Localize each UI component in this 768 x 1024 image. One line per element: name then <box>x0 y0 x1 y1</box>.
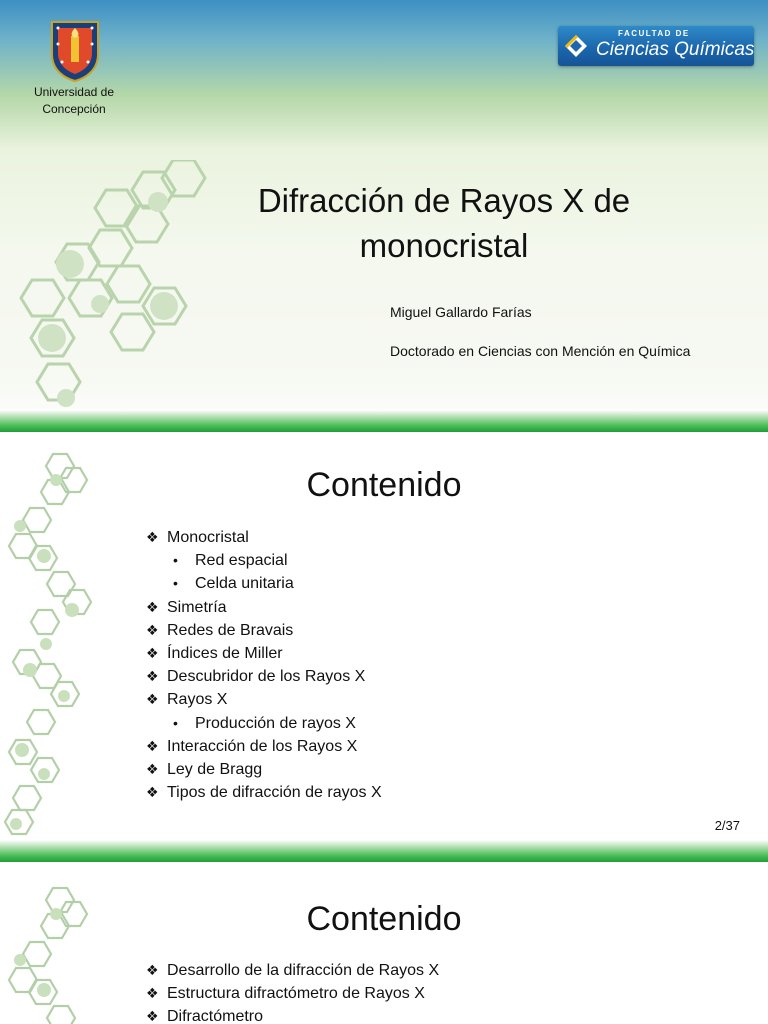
bullet-diamond-icon: ❖ <box>146 760 159 777</box>
bullet-diamond-icon: ❖ <box>146 1008 159 1024</box>
list-item-text: Interacción de los Rayos X <box>167 737 358 755</box>
contents-slide-continued <box>0 862 768 1024</box>
faculty-logo-top-text: FACULTAD DE <box>618 29 690 38</box>
list-item-text: Índices de Miller <box>167 644 283 662</box>
bullet-dot-icon: • <box>173 714 178 731</box>
program-name: Doctorado en Ciencias con Mención en Química <box>390 343 691 359</box>
bullet-diamond-icon: ❖ <box>146 962 159 978</box>
list-item <box>146 549 382 572</box>
bullet-dot-icon: • <box>173 575 178 592</box>
bullet-diamond-icon: ❖ <box>146 621 159 638</box>
list-item-text: Tipos de difracción de rayos X <box>167 784 382 802</box>
presentation-title-line1: Difracción de Rayos X de <box>257 182 631 219</box>
list-item <box>146 735 382 758</box>
bullet-diamond-icon: ❖ <box>146 737 159 754</box>
list-item <box>146 688 382 711</box>
list-item <box>146 959 439 982</box>
bullet-diamond-icon: ❖ <box>146 598 159 615</box>
page-number: 2/37 <box>714 818 740 833</box>
green-footer-bar <box>0 410 768 432</box>
bullet-diamond-icon: ❖ <box>146 691 159 708</box>
list-item <box>146 642 382 665</box>
list-item-text: Rayos X <box>167 691 228 709</box>
university-name-line1: Universidad de <box>33 85 115 99</box>
contents-list <box>146 959 439 1024</box>
bullet-dot-icon: • <box>173 552 178 569</box>
list-item <box>146 758 382 781</box>
faculty-logo <box>558 26 754 66</box>
list-item-text: Celda unitaria <box>195 575 294 593</box>
university-name <box>10 84 138 118</box>
bullet-diamond-icon: ❖ <box>146 529 159 545</box>
list-item-text: Descubridor de los Rayos X <box>167 668 366 686</box>
list-item <box>146 526 382 549</box>
list-item <box>146 596 382 619</box>
presentation-title-line2: monocristal <box>359 227 529 264</box>
list-item <box>146 781 382 804</box>
list-item <box>146 1005 439 1024</box>
title-slide <box>0 0 768 432</box>
faculty-diamond-icon <box>564 34 588 58</box>
university-name-line2: Concepción <box>42 102 106 116</box>
list-item <box>146 712 382 735</box>
faculty-logo-main-text: Ciencias Químicas <box>596 39 755 60</box>
list-item-text: Ley de Bragg <box>167 760 263 778</box>
list-item-text: Difractómetro <box>167 1008 264 1024</box>
green-footer-bar <box>0 840 768 862</box>
list-item-text: Redes de Bravais <box>167 621 294 639</box>
list-item-text: Red espacial <box>195 552 288 570</box>
hexagon-decoration-icon <box>18 160 208 410</box>
list-item <box>146 982 439 1005</box>
list-item-text: Simetría <box>167 598 227 616</box>
slide-heading: Contenido <box>306 466 462 504</box>
contents-slide <box>0 432 768 862</box>
list-item <box>146 619 382 642</box>
list-item-text: Estructura difractómetro de Rayos X <box>167 985 425 1003</box>
bullet-diamond-icon: ❖ <box>146 985 159 1002</box>
author-name: Miguel Gallardo Farías <box>390 304 532 320</box>
list-item <box>146 572 382 595</box>
list-item-text: Monocristal <box>167 529 249 546</box>
contents-list <box>146 526 382 804</box>
list-item <box>146 665 382 688</box>
hexagon-chain-decoration-icon <box>0 450 95 836</box>
bullet-diamond-icon: ❖ <box>146 644 159 661</box>
list-item-text: Desarrollo de la difracción de Rayos X <box>167 962 440 979</box>
list-item-text: Producción de rayos X <box>195 714 356 732</box>
bullet-diamond-icon: ❖ <box>146 668 159 685</box>
slide-heading: Contenido <box>306 900 462 938</box>
presentation-title <box>224 178 664 268</box>
bullet-diamond-icon: ❖ <box>146 784 159 801</box>
university-crest-icon <box>50 20 100 82</box>
